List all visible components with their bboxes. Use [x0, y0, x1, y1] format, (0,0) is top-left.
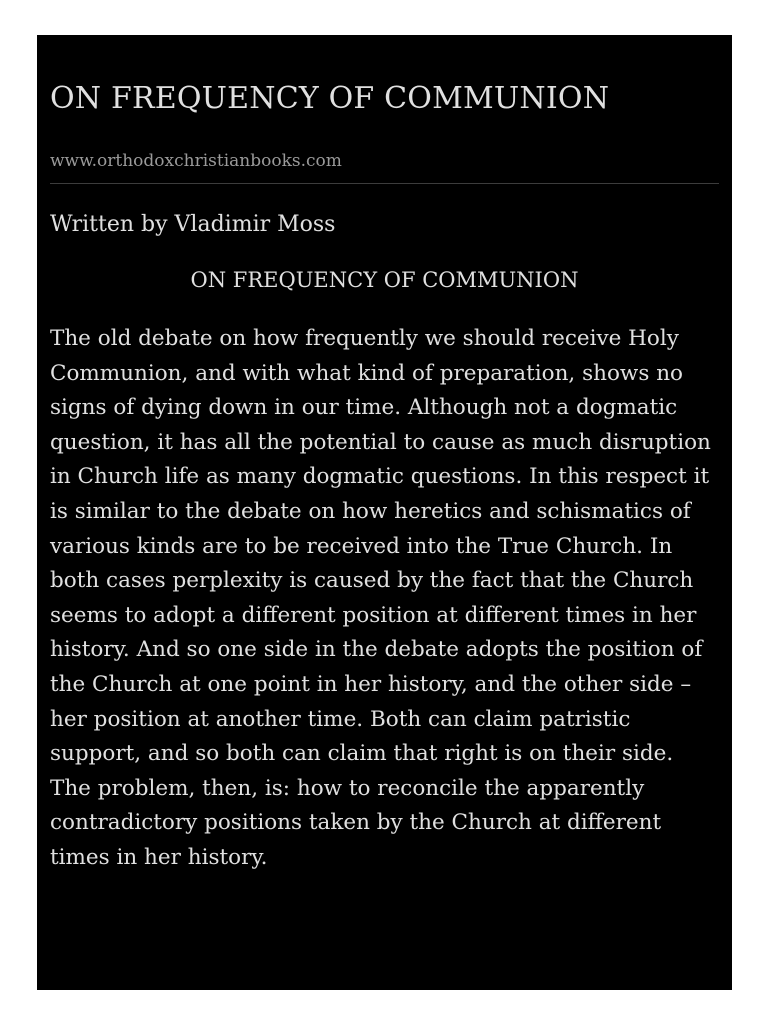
document-page: [37, 35, 732, 990]
article-body: The old debate on how frequently we should receive Holy Communion, and with what kind of preparation, shows no signs of dying down in our time. Although not a dogmatic question, it has all the potential to cause as much disruption in Church life as many dogmatic questions. In this respect it is similar to the debate on how heretics and schismatics of various kinds are to be received into the True Church. In both cases perplexity is caused by the fact that the Church seems to adopt a different position at different times in her history. And so one side in the debate adopts the position of the Church at one point in her history, and the other side – her position at another time. Both can claim patristic support, and so both can claim that right is on their side. The problem, then, is: how to reconcile the apparently contradictory positions taken by the Church at different times in her history.: [50, 326, 711, 870]
article-subheading: ON FREQUENCY OF COMMUNION: [190, 268, 579, 292]
divider: [50, 183, 719, 184]
document-title: ON FREQUENCY OF COMMUNION: [50, 81, 610, 116]
source-website: www.orthodoxchristianbooks.com: [50, 151, 342, 171]
author-line: Written by Vladimir Moss: [50, 212, 336, 237]
